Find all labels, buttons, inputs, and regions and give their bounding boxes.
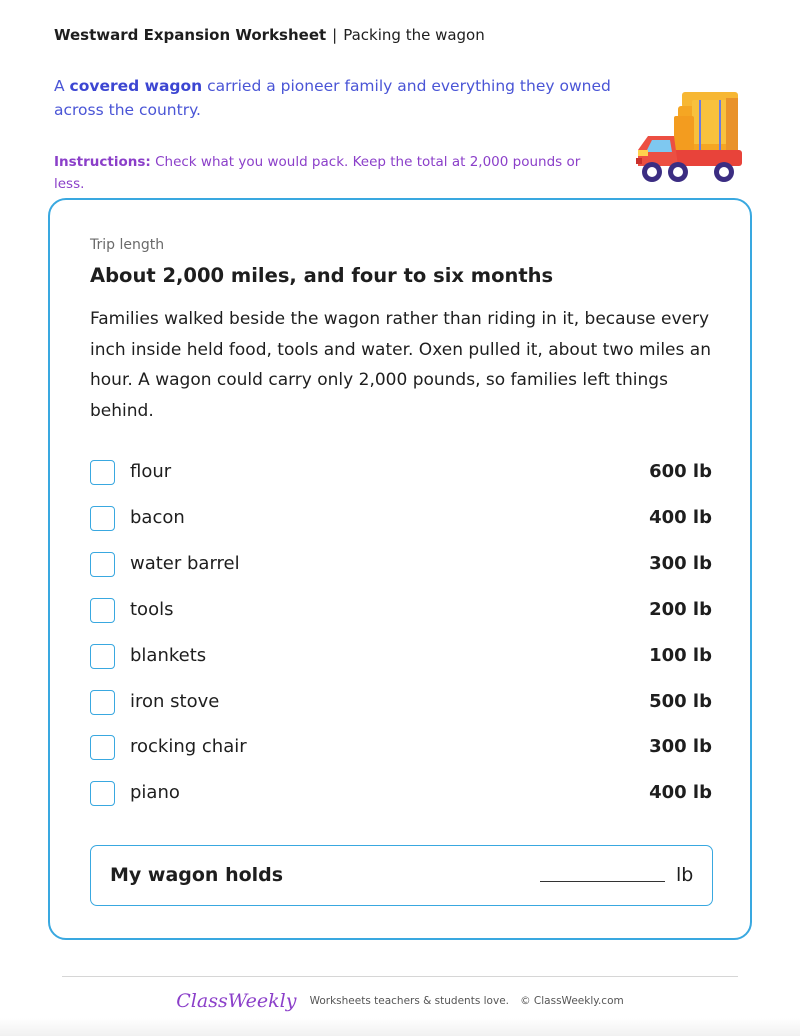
pack-item-rocking-chair[interactable] — [90, 735, 712, 761]
worksheet-subtitle: Packing the wagon — [343, 26, 485, 44]
checkbox[interactable] — [90, 735, 115, 760]
instructions — [54, 151, 614, 195]
instructions-label: Instructions: — [54, 154, 151, 170]
total-unit: lb — [676, 864, 694, 886]
item-weight: 600 lb — [649, 461, 712, 482]
item-weight: 300 lb — [649, 553, 712, 574]
header-separator: | — [332, 26, 338, 44]
pack-item-water-barrel[interactable] — [90, 552, 712, 578]
pack-item-iron-stove[interactable] — [90, 690, 712, 716]
item-name: rocking chair — [130, 736, 247, 757]
card-eyebrow: Trip length — [90, 237, 165, 253]
intro-prefix: A — [54, 77, 70, 95]
item-name: blankets — [130, 645, 207, 666]
pack-item-piano[interactable] — [90, 781, 712, 807]
item-weight: 400 lb — [649, 782, 712, 803]
cargo-truck-icon — [630, 86, 748, 190]
item-name: iron stove — [130, 691, 220, 712]
item-weight: 200 lb — [649, 599, 712, 620]
checkbox[interactable] — [90, 781, 115, 806]
checkbox[interactable] — [90, 460, 115, 485]
pack-item-tools[interactable] — [90, 598, 712, 624]
worksheet-title: Westward Expansion Worksheet — [54, 26, 327, 44]
total-answer-blank[interactable] — [540, 881, 665, 882]
item-weight: 500 lb — [649, 691, 712, 712]
total-label: My wagon holds — [110, 864, 284, 886]
brand-logo: ClassWeekly — [176, 990, 297, 1012]
item-weight: 400 lb — [649, 507, 712, 528]
trip-card — [48, 198, 752, 940]
footer — [0, 990, 800, 1012]
intro-paragraph — [54, 74, 614, 122]
footer-tagline: Worksheets teachers & students love. — [309, 995, 509, 1007]
card-body: Families walked beside the wagon rather than riding in it, because every inch inside held food, tools and water. Oxen pulled it, about two miles an hour. A wagon could carry only 2,000 pounds, so families left things behind. — [90, 309, 711, 421]
card-heading: About 2,000 miles, and four to six months — [90, 264, 554, 287]
intro-suffix: carried a pioneer family and everything they owned across the country. — [54, 77, 611, 119]
item-name: bacon — [130, 507, 185, 528]
item-name: tools — [130, 599, 174, 620]
checkbox[interactable] — [90, 506, 115, 531]
item-weight: 100 lb — [649, 645, 712, 666]
checkbox[interactable] — [90, 690, 115, 715]
checkbox[interactable] — [90, 552, 115, 577]
footer-copyright: © ClassWeekly.com — [520, 995, 624, 1007]
pack-item-blankets[interactable] — [90, 644, 712, 670]
item-name: piano — [130, 782, 180, 803]
item-name: water barrel — [130, 553, 240, 574]
item-name: flour — [130, 461, 172, 482]
intro-keyword: covered wagon — [69, 77, 203, 95]
worksheet-header — [54, 26, 485, 44]
checkbox[interactable] — [90, 644, 115, 669]
footer-divider — [62, 976, 738, 977]
pack-item-bacon[interactable] — [90, 506, 712, 532]
page-bottom-shade — [0, 1018, 800, 1036]
instructions-text: Check what you would pack. Keep the total at 2,000 pounds or less. — [54, 154, 581, 192]
checkbox[interactable] — [90, 598, 115, 623]
wagon-total-box — [90, 845, 713, 906]
pack-item-flour[interactable] — [90, 460, 712, 486]
item-weight: 300 lb — [649, 736, 712, 757]
